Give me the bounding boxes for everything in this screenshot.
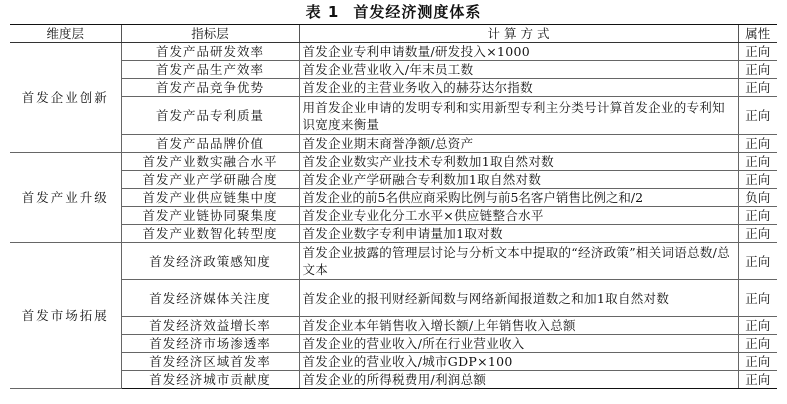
attribute-cell: 正向: [738, 335, 777, 353]
table-row: [10, 79, 777, 97]
table-row: [10, 189, 777, 207]
indicator-cell: 首发产品竞争优势: [121, 79, 299, 97]
indicator-cell: 首发经济政策感知度: [121, 243, 299, 280]
table-row: [10, 153, 777, 171]
attribute-cell: 正向: [738, 79, 777, 97]
indicator-cell: 首发经济市场渗透率: [121, 335, 299, 353]
method-cell: 首发企业的前5名供应商采购比例与前5名客户销售比例之和/2: [299, 189, 738, 207]
attribute-cell: 正向: [738, 280, 777, 317]
header-dimension: 维度层: [10, 25, 121, 43]
table-row: [10, 317, 777, 335]
table-row: [10, 135, 777, 153]
attribute-cell: 正向: [738, 207, 777, 225]
dimension-cell: 首发市场拓展: [10, 243, 121, 389]
method-cell: 首发企业的营业收入/城市GDP×100: [299, 353, 738, 371]
table-row: [10, 243, 777, 280]
attribute-cell: 正向: [738, 353, 777, 371]
attribute-cell: 正向: [738, 43, 777, 61]
attribute-cell: 正向: [738, 153, 777, 171]
table-row: [10, 280, 777, 317]
method-cell: 首发企业期末商誉净额/总资产: [299, 135, 738, 153]
method-cell: 首发企业专利申请数量/研发投入×1000: [299, 43, 738, 61]
method-cell: 首发企业的主营业务收入的赫芬达尔指数: [299, 79, 738, 97]
attribute-cell: 正向: [738, 243, 777, 280]
header-method: 计 算 方 式: [299, 25, 738, 43]
header-attribute: 属性: [738, 25, 777, 43]
table-row: [10, 335, 777, 353]
attribute-cell: 正向: [738, 97, 777, 135]
method-cell: 首发企业的报刊财经新闻数与网络新闻报道数之和加1取自然对数: [299, 280, 738, 317]
indicator-cell: 首发产业供应链集中度: [121, 189, 299, 207]
attribute-cell: 负向: [738, 189, 777, 207]
table-row: [10, 171, 777, 189]
indicator-cell: 首发产业数实融合水平: [121, 153, 299, 171]
indicator-cell: 首发产业链协同聚集度: [121, 207, 299, 225]
indicator-cell: 首发产业数智化转型度: [121, 225, 299, 243]
table-row: [10, 353, 777, 371]
method-cell: 首发企业专业化分工水平×供应链整合水平: [299, 207, 738, 225]
header-row: [10, 25, 777, 43]
attribute-cell: 正向: [738, 317, 777, 335]
table-title-text: 首发经济测度体系: [353, 3, 482, 21]
method-cell: 首发企业本年销售收入增长额/上年销售收入总额: [299, 317, 738, 335]
indicator-cell: 首发经济媒体关注度: [121, 280, 299, 317]
table-row: [10, 207, 777, 225]
indicator-cell: 首发经济效益增长率: [121, 317, 299, 335]
table-row: [10, 371, 777, 389]
table-title: [0, 2, 787, 22]
table-number: 表 1: [305, 3, 340, 21]
method-cell: 首发企业数实产业技术专利数加1取自然对数: [299, 153, 738, 171]
dimension-cell: 首发企业创新: [10, 43, 121, 153]
header-indicator: 指标层: [121, 25, 299, 43]
indicator-cell: 首发产业产学研融合度: [121, 171, 299, 189]
table-row: [10, 61, 777, 79]
method-cell: 首发企业披露的管理层讨论与分析文本中提取的“经济政策”相关词语总数/总文本: [299, 243, 738, 280]
table-row: [10, 43, 777, 61]
measurement-table: [10, 24, 777, 389]
dimension-cell: 首发产业升级: [10, 153, 121, 243]
method-cell: 首发企业的营业收入/所在行业营业收入: [299, 335, 738, 353]
indicator-cell: 首发产品专利质量: [121, 97, 299, 135]
attribute-cell: 正向: [738, 135, 777, 153]
indicator-cell: 首发经济区域首发率: [121, 353, 299, 371]
attribute-cell: 正向: [738, 225, 777, 243]
indicator-cell: 首发产品研发效率: [121, 43, 299, 61]
indicator-cell: 首发产品品牌价值: [121, 135, 299, 153]
method-cell: 首发企业产学研融合专利数加1取自然对数: [299, 171, 738, 189]
table-row: [10, 225, 777, 243]
method-cell: 首发企业数字专利申请量加1取对数: [299, 225, 738, 243]
attribute-cell: 正向: [738, 171, 777, 189]
method-cell: 首发企业营业收入/年末员工数: [299, 61, 738, 79]
indicator-cell: 首发产品生产效率: [121, 61, 299, 79]
method-cell: 首发企业的所得税费用/利润总额: [299, 371, 738, 389]
method-cell: 用首发企业申请的发明专利和实用新型专利主分类号计算首发企业的专利知识宽度来衡量: [299, 97, 738, 135]
attribute-cell: 正向: [738, 61, 777, 79]
table-row: [10, 97, 777, 135]
attribute-cell: 正向: [738, 371, 777, 389]
indicator-cell: 首发经济城市贡献度: [121, 371, 299, 389]
